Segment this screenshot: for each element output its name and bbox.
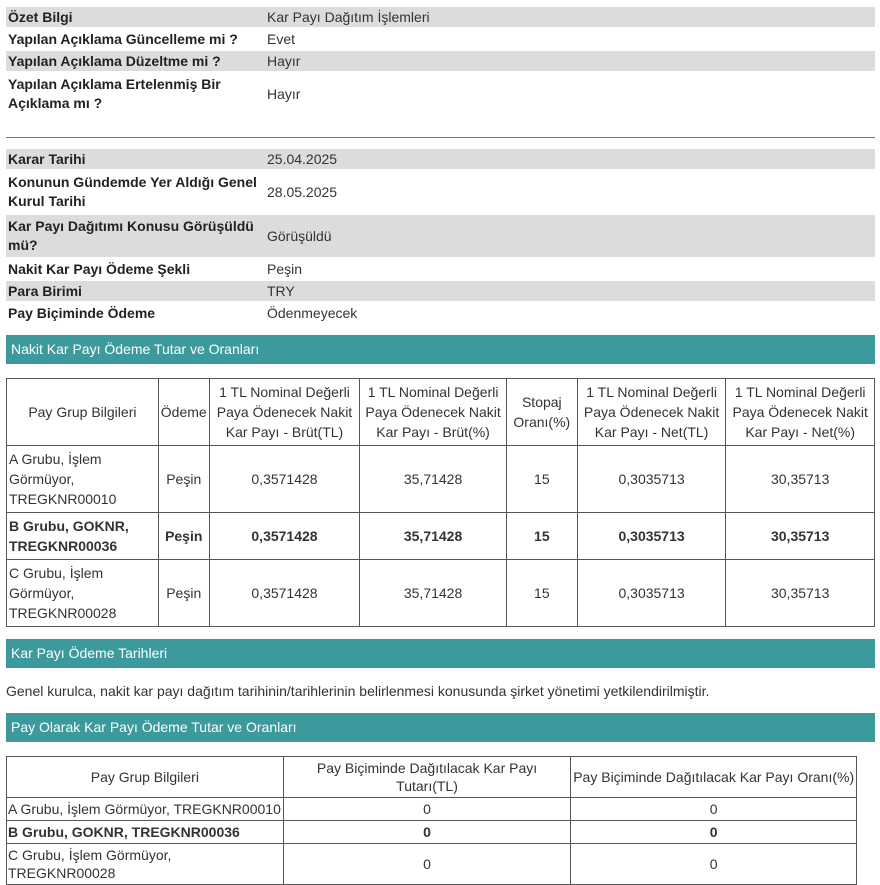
summary-key: Özet Bilgi	[8, 8, 73, 25]
cell: 0	[283, 844, 571, 885]
table-row	[7, 798, 857, 821]
detail-value: 28.05.2025	[267, 183, 338, 200]
share-section-title: Pay Olarak Kar Payı Ödeme Tutar ve Oranları	[6, 713, 875, 742]
cell: 0	[571, 821, 857, 844]
cell: A Grubu, İşlem Görmüyor, TREGKNR00010	[7, 446, 159, 513]
detail-row	[6, 259, 875, 281]
cell: 0,3035713	[577, 513, 726, 560]
col-header: Ödeme	[158, 379, 209, 446]
cell: 0,3571428	[209, 560, 360, 627]
divider	[6, 137, 875, 138]
cell: 0,3571428	[209, 446, 360, 513]
cell: Peşin	[158, 513, 209, 560]
summary-row	[6, 29, 875, 51]
table-header-row	[7, 757, 857, 798]
col-header: Pay Biçiminde Dağıtılacak Kar Payı Tutarı(TL)	[283, 757, 571, 798]
cell: 35,71428	[360, 446, 507, 513]
table-row	[7, 513, 875, 560]
summary-row	[6, 51, 875, 73]
detail-key: Nakit Kar Payı Ödeme Şekli	[8, 260, 191, 277]
detail-row	[6, 303, 875, 325]
dates-section-title: Kar Payı Ödeme Tarihleri	[6, 639, 875, 668]
cell: B Grubu, GOKNR, TREGKNR00036	[7, 513, 159, 560]
cell: 0	[283, 821, 571, 844]
detail-row	[6, 215, 875, 259]
col-header: Pay Biçiminde Dağıtılacak Kar Payı Oranı(%)	[571, 757, 857, 798]
col-header: 1 TL Nominal Değerli Paya Ödenecek Nakit Kar Payı - Brüt(TL)	[209, 379, 360, 446]
cell: A Grubu, İşlem Görmüyor, TREGKNR00010	[7, 798, 284, 821]
cell: Peşin	[158, 446, 209, 513]
summary-key: Yapılan Açıklama Güncelleme mi ?	[8, 30, 238, 47]
col-header: Stopaj Oranı(%)	[506, 379, 577, 446]
col-header: 1 TL Nominal Değerli Paya Ödenecek Nakit Kar Payı - Net(%)	[726, 379, 875, 446]
col-header: Pay Grup Bilgileri	[7, 757, 284, 798]
cell: 15	[506, 513, 577, 560]
table-row	[7, 821, 857, 844]
summary-key: Yapılan Açıklama Ertelenmiş Bir Açıklama mı ?	[8, 76, 221, 111]
cell: 15	[506, 560, 577, 627]
cell: 30,35713	[726, 560, 875, 627]
summary-block	[6, 7, 875, 117]
detail-key: Konunun Gündemde Yer Aldığı Genel Kurul Tarihi	[8, 174, 257, 209]
cell: 0	[571, 844, 857, 885]
cash-dividend-table	[6, 378, 875, 627]
summary-row	[6, 7, 875, 29]
cell: C Grubu, İşlem Görmüyor, TREGKNR00028	[7, 560, 159, 627]
cell: 0,3035713	[577, 560, 726, 627]
detail-key: Karar Tarihi	[8, 150, 86, 167]
col-header: 1 TL Nominal Değerli Paya Ödenecek Nakit Kar Payı - Brüt(%)	[360, 379, 507, 446]
cell: 0	[283, 798, 571, 821]
detail-row	[6, 171, 875, 215]
summary-value: Evet	[267, 30, 296, 47]
detail-value: TRY	[267, 282, 295, 299]
detail-value: Peşin	[267, 260, 303, 277]
summary-value: Hayır	[267, 52, 301, 69]
detail-row	[6, 281, 875, 303]
table-header-row	[7, 379, 875, 446]
summary-key: Yapılan Açıklama Düzeltme mi ?	[8, 52, 221, 69]
summary-value: Hayır	[267, 85, 301, 102]
cash-section-title: Nakit Kar Payı Ödeme Tutar ve Oranları	[6, 335, 875, 364]
cell: 0,3571428	[209, 513, 360, 560]
cell: 0	[571, 798, 857, 821]
cell: C Grubu, İşlem Görmüyor, TREGKNR00028	[7, 844, 284, 885]
col-header: Pay Grup Bilgileri	[7, 379, 159, 446]
cell: 35,71428	[360, 513, 507, 560]
disclosure-document	[6, 7, 875, 885]
detail-value: Görüşüldü	[267, 227, 332, 244]
detail-value: Ödenmeyecek	[267, 304, 358, 321]
cell: B Grubu, GOKNR, TREGKNR00036	[7, 821, 284, 844]
cell: Peşin	[158, 560, 209, 627]
summary-row	[6, 73, 875, 117]
share-dividend-table	[6, 756, 857, 885]
cell: 15	[506, 446, 577, 513]
table-row	[7, 560, 875, 627]
dates-note: Genel kurulca, nakit kar payı dağıtım tarihinin/tarihlerinin belirlenmesi konusunda şirket yönetimi yetkilendirilmiştir.	[6, 683, 710, 699]
detail-key: Para Birimi	[8, 282, 82, 299]
detail-value: 25.04.2025	[267, 150, 338, 167]
col-header: 1 TL Nominal Değerli Paya Ödenecek Nakit Kar Payı - Net(TL)	[577, 379, 726, 446]
cell: 30,35713	[726, 446, 875, 513]
cell: 0,3035713	[577, 446, 726, 513]
cell: 30,35713	[726, 513, 875, 560]
detail-key: Pay Biçiminde Ödeme	[8, 304, 156, 321]
details-block	[6, 149, 875, 325]
cell: 35,71428	[360, 560, 507, 627]
detail-row	[6, 149, 875, 171]
detail-key: Kar Payı Dağıtımı Konusu Görüşüldü mü?	[8, 218, 254, 253]
table-row	[7, 844, 857, 885]
table-row	[7, 446, 875, 513]
summary-value: Kar Payı Dağıtım İşlemleri	[267, 8, 430, 25]
